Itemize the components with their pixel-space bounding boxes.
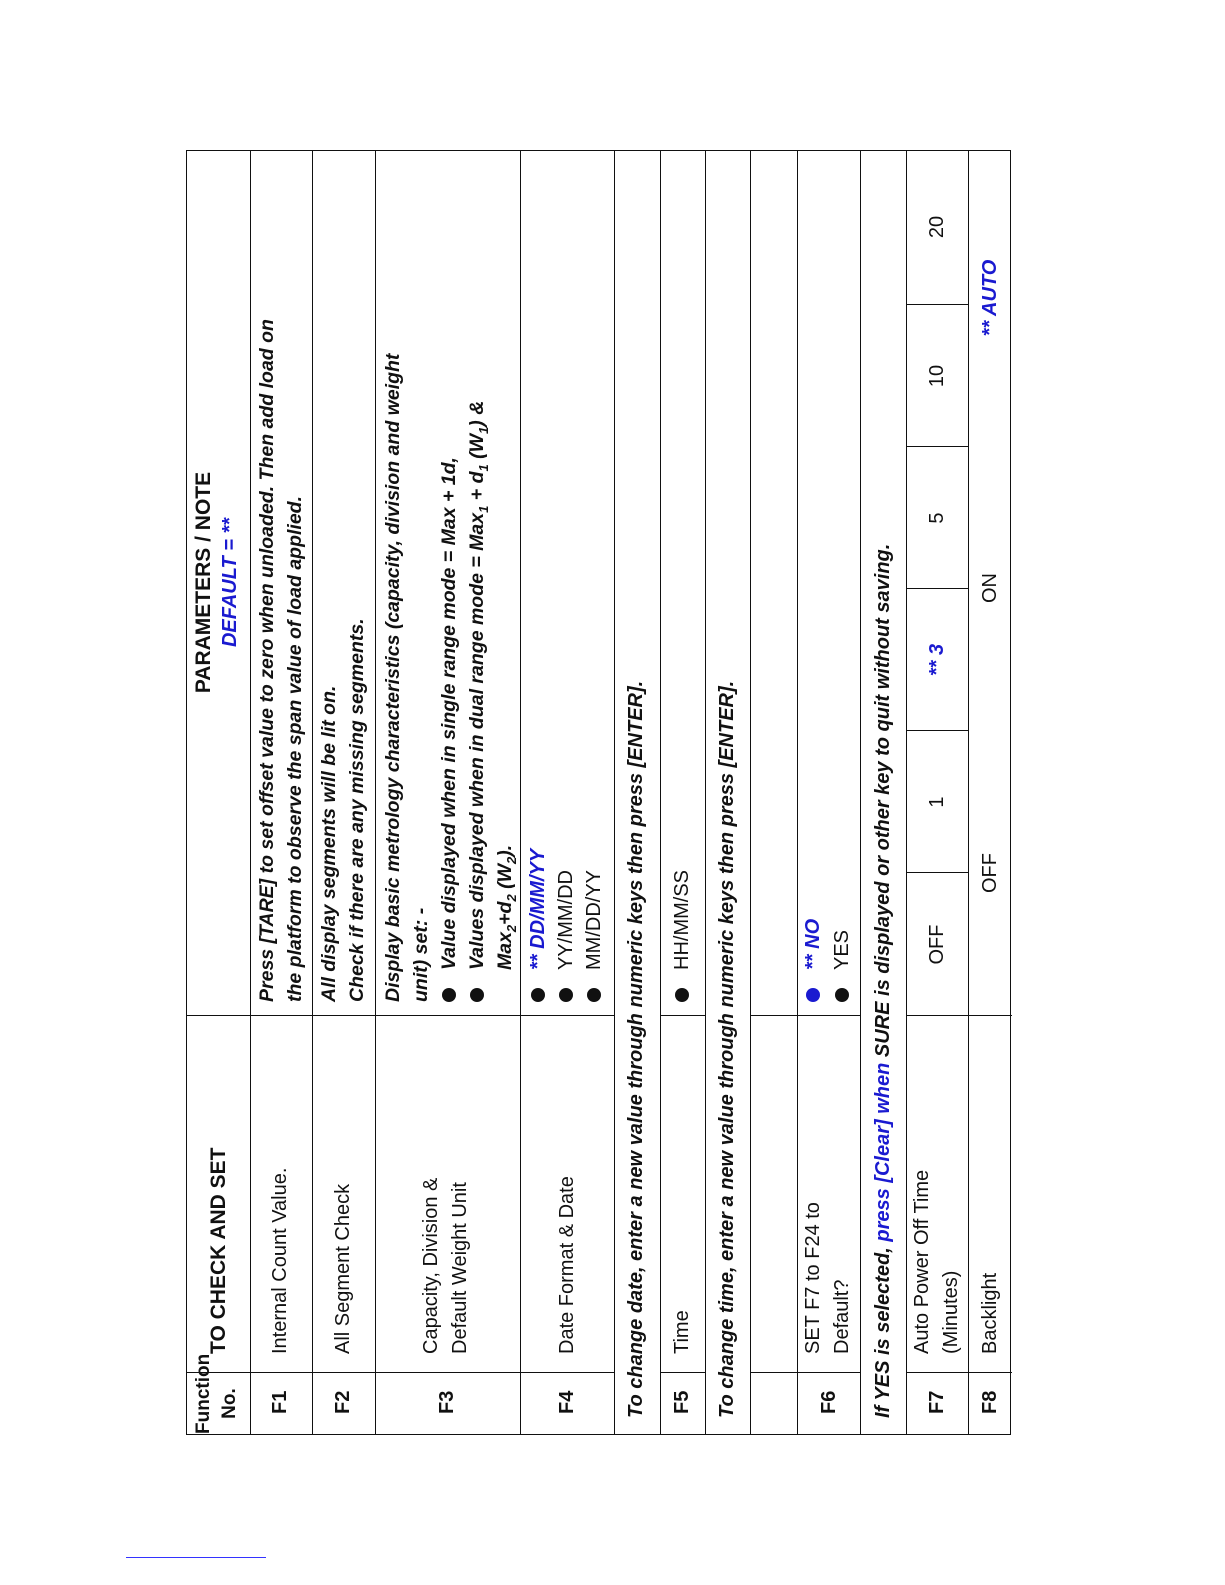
f7-name-line1: Auto Power Off Time (911, 1169, 933, 1354)
f6-name-line2: Default? (831, 1279, 853, 1354)
f6-option: YES (828, 930, 857, 1002)
function-no-f5: F5 (671, 1390, 693, 1414)
f5-option: HH/MM/SS (668, 870, 697, 1002)
function-no-f7: F7 (926, 1390, 948, 1414)
f8-option-default: ** AUTO (979, 259, 1001, 337)
f8-name: Backlight (979, 1272, 1001, 1354)
column-divider (187, 1372, 614, 1373)
f4-name: Date Format & Date (556, 1176, 578, 1354)
f1-note-line1: Press [TARE] to set offset value to zero when unloaded. Then add load on (256, 319, 278, 1002)
f7-option: OFF (926, 924, 948, 965)
f8-option: OFF (979, 853, 1001, 893)
column-divider (660, 1015, 705, 1016)
f7-option: 1 (926, 796, 948, 808)
f3-bullet-single-range: Value displayed when in single range mode = Max + 1d, (435, 457, 464, 1002)
f7-option: 10 (926, 364, 948, 388)
f3-note-line2: unit) set: - (410, 907, 432, 1002)
f7-name-line2: (Minutes) (940, 1270, 962, 1354)
bullet-icon (806, 988, 820, 1002)
f3-bullet-dual-range-cont: $Max_2+d_2$ $(W_2)$. (494, 844, 519, 970)
function-no-f4: F4 (556, 1390, 578, 1414)
row-divider (312, 151, 313, 1434)
footnote-separator (126, 1557, 266, 1558)
column-divider (750, 1015, 860, 1016)
f7-option: 20 (926, 215, 948, 239)
function-no-f6: F6 (818, 1390, 840, 1414)
f3-name-line1: Capacity, Division & (420, 1177, 442, 1354)
f6-name-line1: SET F7 to F24 to (802, 1202, 824, 1354)
row-divider (705, 151, 706, 1434)
header-function-no: Function No. (193, 1353, 240, 1434)
time-change-note: To change time, enter a new value through numeric keys then press [ENTER]. (716, 680, 738, 1418)
f5-name: Time (671, 1310, 693, 1354)
f3-bullet-dual-range: Values displayed when in dual range mode = $Max_1 + d_1$ $(W_1)$ & (463, 401, 492, 1002)
f7-option-default: ** 3 (926, 643, 948, 677)
f8-option: ON (979, 573, 1001, 603)
bullet-icon (559, 988, 573, 1002)
f1-name: Internal Count Value. (269, 1167, 291, 1354)
header-to-check: TO CHECK AND SET (207, 1147, 230, 1354)
f7-option: 5 (926, 512, 948, 524)
bullet-icon (675, 988, 689, 1002)
f2-note-line2: Check if there are any missing segments. (346, 618, 368, 1002)
row-divider (660, 151, 661, 1434)
function-settings-table (186, 150, 1011, 1435)
row-divider (906, 151, 907, 1434)
row-divider (797, 151, 798, 1434)
bullet-icon (442, 988, 456, 1002)
function-no-f1: F1 (269, 1390, 291, 1414)
row-divider (968, 151, 969, 1434)
f3-name-line2: Default Weight Unit (449, 1182, 471, 1354)
function-no-f8: F8 (979, 1390, 1001, 1414)
column-divider (660, 1372, 705, 1373)
row-divider (614, 151, 615, 1434)
rotated-page (186, 150, 1011, 1435)
header-parameters: PARAMETERS / NOTE (192, 471, 215, 694)
f4-option: MM/DD/YY (580, 870, 609, 1002)
function-no-f3: F3 (436, 1390, 458, 1414)
bullet-icon (587, 988, 601, 1002)
f1-note-line2: the platform to observe the span value of load applied. (284, 495, 306, 1002)
f3-note-line1: Display basic metrology characteristics (capacity, division and weight (382, 353, 404, 1002)
row-divider (520, 151, 521, 1434)
row-divider (375, 151, 376, 1434)
f6-option-default: ** NO (799, 919, 828, 1002)
row-divider (750, 151, 751, 1434)
f2-name: All Segment Check (332, 1183, 354, 1354)
row-divider (860, 151, 861, 1434)
bullet-icon (470, 988, 484, 1002)
f4-option: YY/MM/DD (552, 870, 581, 1002)
column-divider (906, 1372, 1012, 1373)
f2-note-line1: All display segments will be lit on. (318, 685, 340, 1002)
column-divider (187, 1015, 614, 1016)
date-change-note: To change date, enter a new value through numeric keys then press [ENTER]. (625, 680, 647, 1418)
column-divider (750, 1372, 860, 1373)
f4-option-default: ** DD/MM/YY (524, 849, 553, 1002)
row-divider (250, 151, 251, 1434)
header-default-marker: DEFAULT = ** (219, 517, 241, 648)
function-no-f2: F2 (332, 1390, 354, 1414)
bullet-icon (531, 988, 545, 1002)
bullet-icon (835, 988, 849, 1002)
f6-reset-note: If YES is selected, press [Clear] when SURE is displayed or other key to quit without saving. (872, 543, 894, 1418)
